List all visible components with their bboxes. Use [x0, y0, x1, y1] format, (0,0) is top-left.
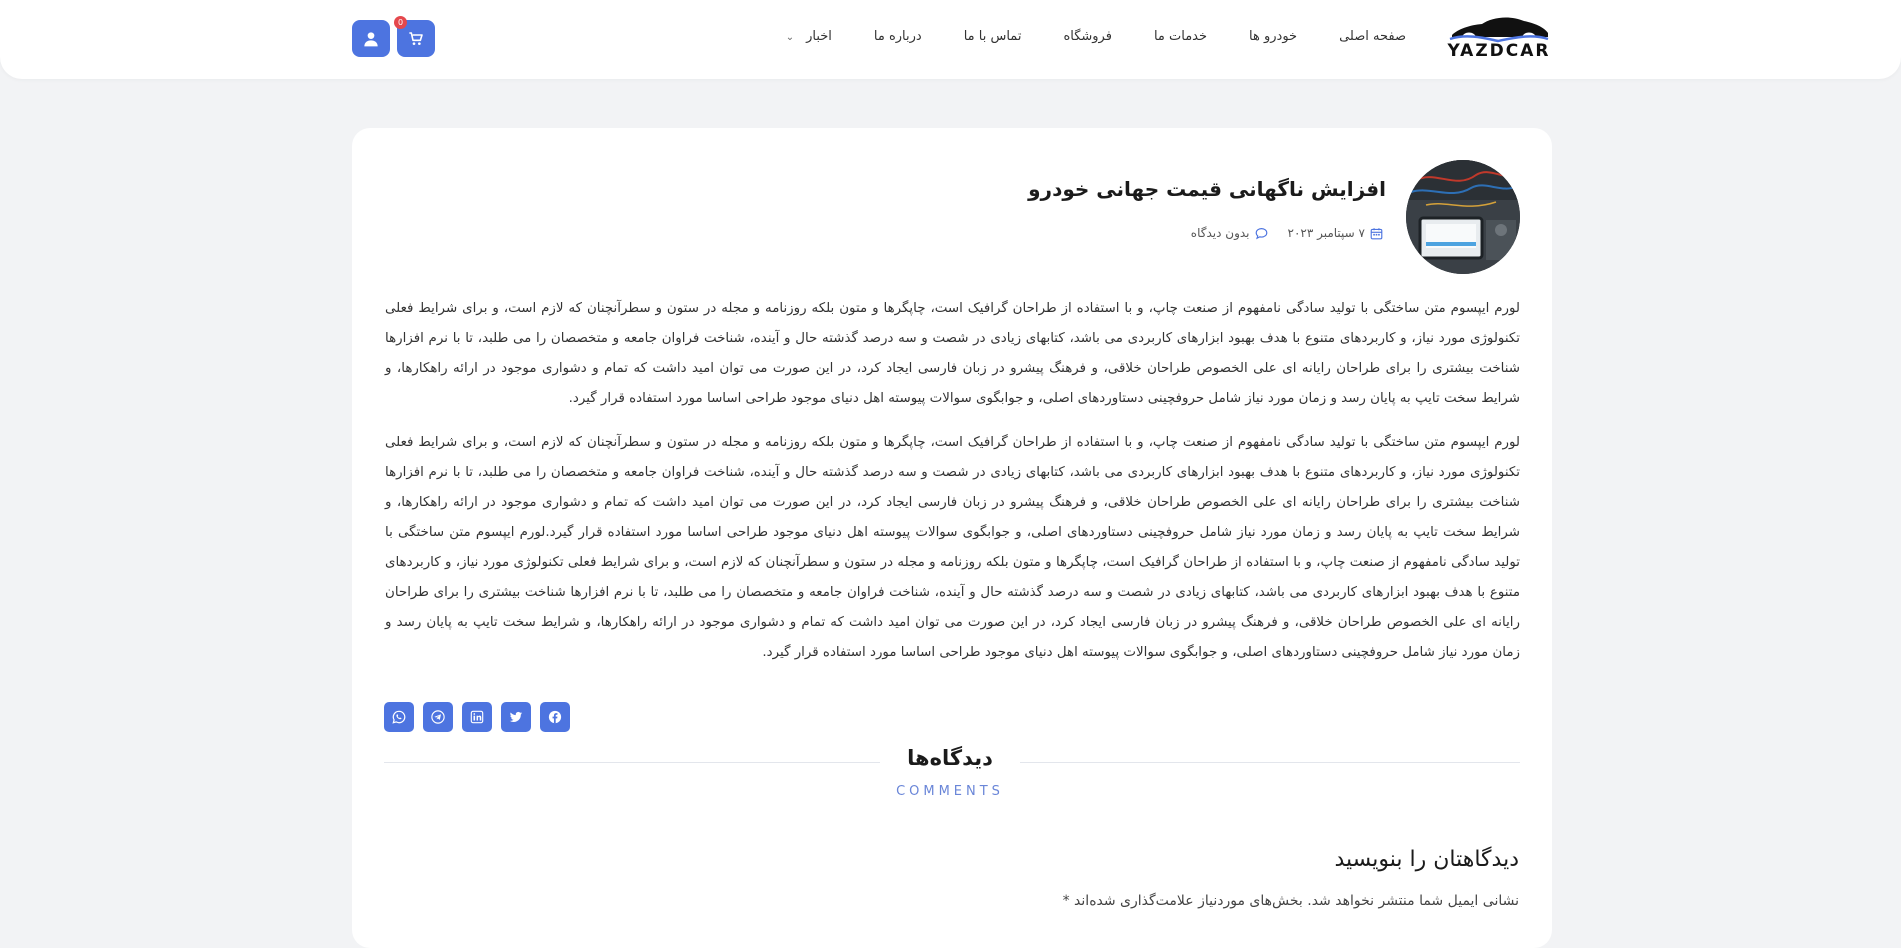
post-meta	[1171, 226, 1383, 240]
share-twitter-button[interactable]	[501, 702, 531, 732]
car-logo-icon	[1448, 13, 1550, 43]
post-paragraph: لورم ایپسوم متن ساختگی با تولید سادگی نامفهوم از صنعت چاپ، و با استفاده از طراحان گرافیک است، چاپگرها و متون بلکه روزنامه و مجله در ستون و سطرآنچنان که لازم است، و برای شرایط فعلی تکنولوژی مورد نیاز، و کاربردهای متنوع با هدف بهبود ابزارهای کاربردی می باشد، کتابهای زیادی در شصت و سه درصد گذشته حال و آینده، شناخت فراوان جامعه و متخصصان را می طلبد، تا با نرم افزارها شناخت بیشتری را برای طراحان رایانه ای علی الخصوص طراحان خلاقی، و فرهنگ پیشرو در زبان فارسی ایجاد کرد، در این صورت می توان امید داشت که تمام و دشواری موجود در ارائه راهکارها، و شرایط سخت تایپ به پایان رسد و زمان مورد نیاز شامل حروفچینی دستاوردهای اصلی، و جوابگوی سوالات پیوسته اهل دنیای موجود طراحی اساسا مورد استفاده قرار گیرد.	[385, 301, 1520, 406]
nav-label: خدمات ما	[1153, 29, 1208, 44]
account-button[interactable]	[352, 20, 390, 57]
divider	[384, 762, 880, 763]
share-buttons	[384, 702, 570, 732]
divider	[1020, 762, 1520, 763]
site-header	[0, 0, 1901, 79]
cart-button[interactable]	[397, 20, 435, 57]
nav-item-services[interactable]	[1154, 29, 1207, 44]
nav-item-news[interactable]	[786, 29, 832, 44]
whatsapp-icon	[392, 710, 406, 724]
cart-count-badge: 0	[394, 16, 407, 29]
nav-item-contact[interactable]	[964, 29, 1022, 44]
nav-item-shop[interactable]	[1063, 29, 1112, 44]
nav-item-home[interactable]	[1339, 29, 1406, 44]
engine-image-icon	[1406, 160, 1520, 274]
calendar-icon	[1370, 227, 1383, 240]
nav-label: صفحه اصلی	[1339, 29, 1406, 44]
nav-label: اخبار	[806, 29, 832, 44]
post-comments-link[interactable]	[1191, 226, 1268, 240]
user-icon	[363, 31, 379, 47]
nav-label: درباره ما	[873, 29, 922, 44]
nav-label: فروشگاه	[1063, 29, 1112, 44]
nav-label: تماس با ما	[963, 29, 1022, 44]
share-telegram-button[interactable]	[423, 702, 453, 732]
post-comments-text: بدون دیدگاه	[1190, 226, 1250, 240]
post-date-text: ۷ سپتامبر ۲۰۲۳	[1287, 226, 1365, 240]
comment-notes: نشانی ایمیل شما منتشر نخواهد شد. بخش‌های موردنیاز علامت‌گذاری شده‌اند *	[1062, 893, 1519, 909]
site-logo[interactable]	[1446, 13, 1552, 65]
comment-icon	[1255, 227, 1268, 240]
post-title: افزایش ناگهانی قیمت جهانی خودرو	[1028, 177, 1386, 201]
share-facebook-button[interactable]	[540, 702, 570, 732]
comments-subheading: COMMENTS	[896, 784, 1004, 799]
nav-item-cars[interactable]	[1249, 29, 1297, 44]
post-thumbnail	[1406, 160, 1520, 274]
post-date	[1288, 226, 1384, 240]
facebook-icon	[548, 710, 562, 724]
share-whatsapp-button[interactable]	[384, 702, 414, 732]
cart-icon	[408, 31, 424, 47]
main-nav	[744, 29, 1406, 44]
post-paragraph: لورم ایپسوم متن ساختگی با تولید سادگی نامفهوم از صنعت چاپ، و با استفاده از طراحان گرافیک است، چاپگرها و متون بلکه روزنامه و مجله در ستون و سطرآنچنان که لازم است، و برای شرایط فعلی تکنولوژی مورد نیاز، و کاربردهای متنوع با هدف بهبود ابزارهای کاربردی می باشد، کتابهای زیادی در شصت و سه درصد گذشته حال و آینده، شناخت فراوان جامعه و متخصصان را می طلبد، تا با نرم افزارها شناخت بیشتری را برای طراحان رایانه ای علی الخصوص طراحان خلاقی، و فرهنگ پیشرو در زبان فارسی ایجاد کرد، در این صورت می توان امید داشت که تمام و دشواری موجود در ارائه راهکارها، و شرایط سخت تایپ به پایان رسد و زمان مورد نیاز شامل حروفچینی دستاوردهای اصلی، و جوابگوی سوالات پیوسته اهل دنیای موجود طراحی اساسا مورد استفاده قرار گیرد.لورم ایپسوم متن ساختگی با تولید سادگی نامفهوم از صنعت چاپ، و با استفاده از طراحان گرافیک است، چاپگرها و متون بلکه روزنامه و مجله در ستون و سطرآنچنان که لازم است، و برای شرایط فعلی تکنولوژی مورد نیاز، و کاربردهای متنوع با هدف بهبود ابزارهای کاربردی می باشد، کتابهای زیادی در شصت و سه درصد گذشته حال و آینده، شناخت فراوان جامعه و متخصصان را می طلبد، تا با نرم افزارها شناخت بیشتری را برای طراحان رایانه ای علی الخصوص طراحان خلاقی، و فرهنگ پیشرو در زبان فارسی ایجاد کرد، در این صورت می توان امید داشت که تمام و دشواری موجود در ارائه راهکارها، و شرایط سخت تایپ به پایان رسد و زمان مورد نیاز شامل حروفچینی دستاوردهای اصلی، و جوابگوی سوالات پیوسته اهل دنیای موجود طراحی اساسا مورد استفاده قرار گیرد.	[385, 435, 1520, 660]
telegram-icon	[431, 710, 445, 724]
nav-label: خودرو ها	[1249, 29, 1298, 44]
share-linkedin-button[interactable]	[462, 702, 492, 732]
twitter-icon	[509, 710, 523, 724]
comments-heading: دیدگاه‌ها	[907, 746, 993, 770]
chevron-down-icon: ⌄	[785, 32, 795, 43]
nav-item-about[interactable]	[874, 29, 922, 44]
linkedin-icon	[470, 710, 484, 724]
reply-title: دیدگاهتان را بنویسید	[1334, 847, 1519, 872]
brand-name: YAZDCAR	[1447, 41, 1551, 61]
